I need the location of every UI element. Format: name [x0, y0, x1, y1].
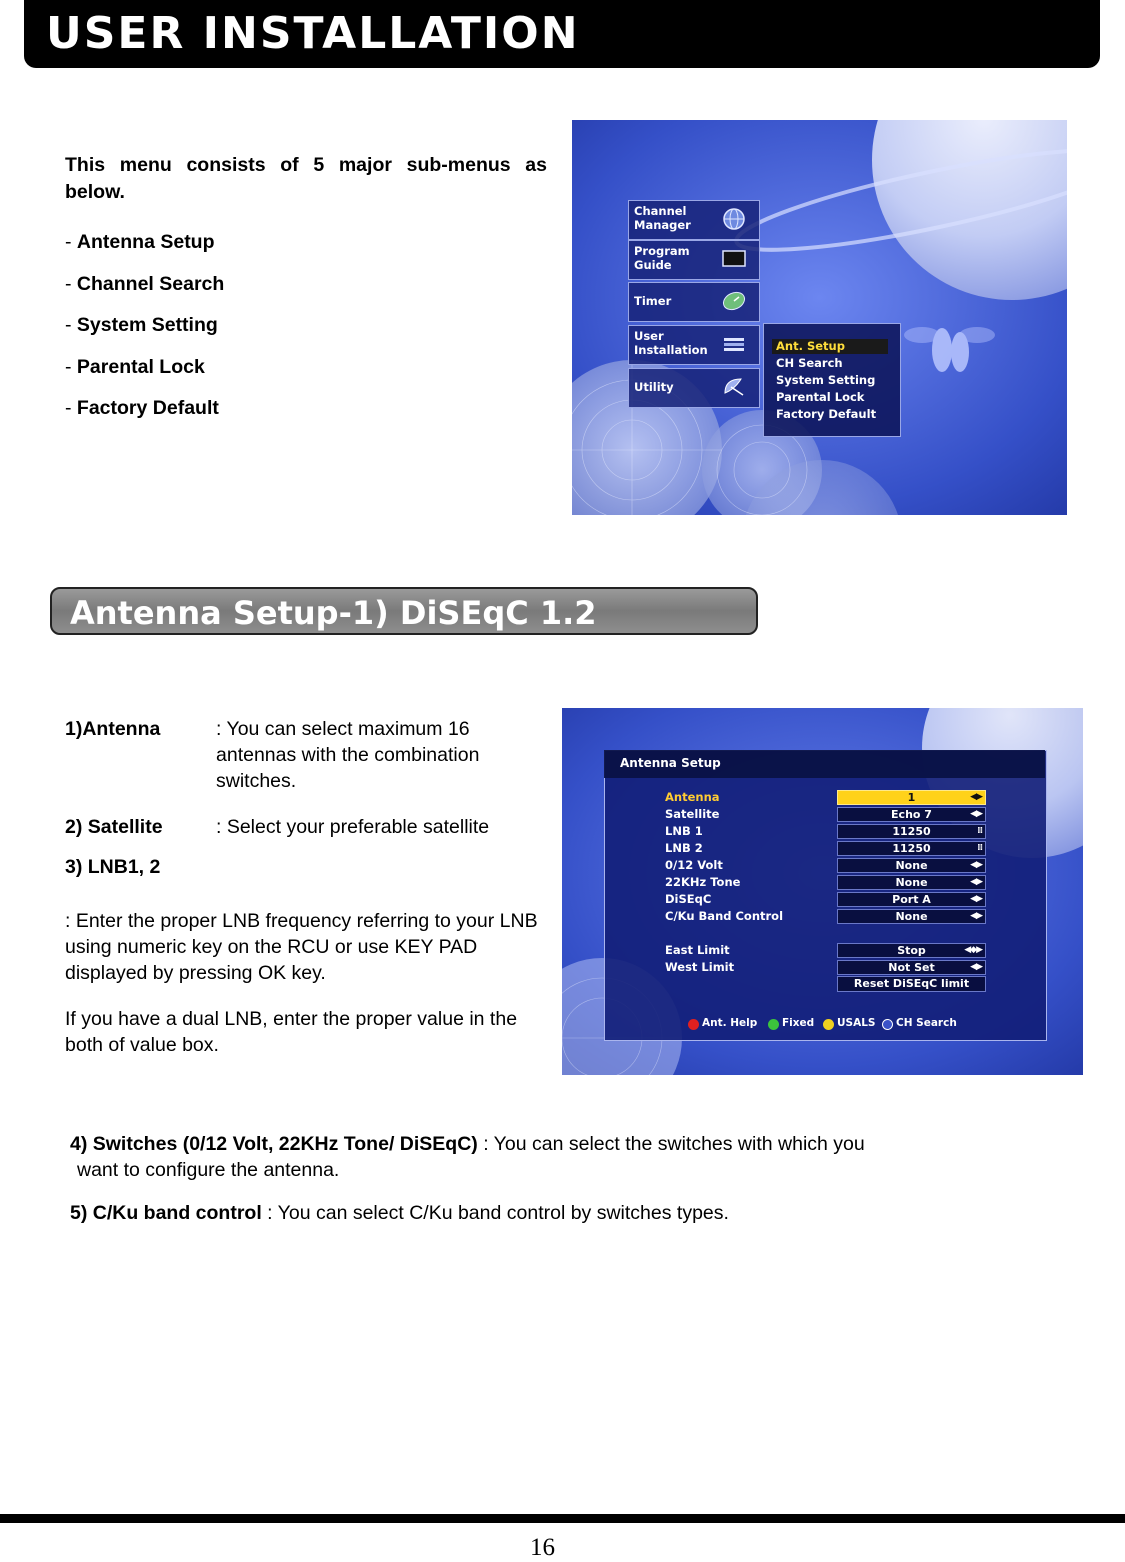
row-label-antenna: Antenna — [665, 790, 720, 804]
left-right-arrow-icon: ◀▶ — [970, 911, 982, 921]
menu-screenshot — [572, 120, 1067, 515]
dual-lnb-description: If you have a dual LNB, enter the proper value in the both of value box. — [65, 1008, 518, 1056]
menu-item-label: Program Guide — [634, 244, 690, 272]
band-field[interactable]: None ◀▶ — [837, 909, 986, 924]
left-right-arrow-icon: ◀▶ — [970, 962, 982, 972]
menu-item-user-installation[interactable] — [628, 325, 760, 365]
row-label-band: C/Ku Band Control — [665, 909, 784, 923]
yellow-button-icon — [823, 1019, 834, 1030]
left-right-arrow-icon: ◀▶ — [970, 792, 982, 802]
volt-field[interactable]: None ◀▶ — [837, 858, 986, 873]
row-label-satellite: Satellite — [665, 807, 720, 821]
footer-rule — [0, 1514, 1125, 1523]
keypad-icon: ⁞⁞ — [977, 826, 982, 836]
menu-item-label: Utility — [634, 380, 674, 394]
submenu-item-system-setting[interactable]: System Setting — [776, 373, 876, 387]
lnb-description: : Enter the proper LNB frequency referring to your LNB using numeric key on the RCU or use KEY PAD displayed by pressing OK key. — [65, 910, 538, 984]
row-label-diseqc: DiSEqC — [665, 892, 712, 906]
east-limit-field[interactable]: Stop ◀◆▶ — [837, 943, 986, 958]
page-title: USER INSTALLATION — [46, 8, 580, 59]
switches-label: 4) Switches (0/12 Volt, 22KHz Tone/ DiSEqC) — [70, 1133, 478, 1155]
band-label: 5) C/Ku band control — [70, 1202, 262, 1224]
antenna-field[interactable]: 1 ◀▶ — [837, 790, 986, 805]
antenna-label: 1)Antenna — [65, 718, 161, 740]
menu-item-utility[interactable] — [628, 368, 760, 408]
lnb2-field[interactable]: 11250 ⁞⁞ — [837, 841, 986, 856]
antenna-setup-screenshot — [562, 708, 1083, 1075]
user-installation-submenu — [763, 323, 901, 437]
green-button-icon — [768, 1019, 779, 1030]
switches-description-cont: want to configure the antenna. — [77, 1159, 340, 1181]
menu-item-label: Channel Manager — [634, 204, 691, 232]
row-label-lnb2: LNB 2 — [665, 841, 703, 855]
left-right-arrow-icon: ◀▶ — [970, 877, 982, 887]
intro-text: This menu consists of 5 major sub-menus as below. — [65, 154, 547, 203]
list-item: - Antenna Setup — [65, 231, 215, 253]
satellite-label: 2) Satellite — [65, 816, 163, 838]
row-label-west-limit: West Limit — [665, 960, 735, 974]
tv-icon — [721, 247, 747, 271]
blue-button-icon — [882, 1019, 893, 1030]
lnb-label: 3) LNB1, 2 — [65, 856, 161, 878]
submenu-item-ch-search[interactable]: CH Search — [776, 356, 843, 370]
legend-ant-help: Ant. Help — [702, 1017, 758, 1029]
submenu-item-factory-default[interactable]: Factory Default — [776, 407, 877, 421]
satellite-description: : Select your preferable satellite — [216, 816, 490, 838]
red-button-icon — [688, 1019, 699, 1030]
list-item: - System Setting — [65, 314, 218, 336]
list-item: - Channel Search — [65, 272, 225, 295]
west-limit-field[interactable]: Not Set ◀▶ — [837, 960, 986, 975]
row-label-tone: 22KHz Tone — [665, 875, 741, 889]
legend-fixed: Fixed — [782, 1017, 815, 1029]
page-number: 16 — [530, 1534, 555, 1561]
list-item: - Factory Default — [65, 397, 219, 419]
row-label-volt: 0/12 Volt — [665, 858, 723, 872]
row-label-east-limit: East Limit — [665, 943, 730, 957]
menu-item-timer[interactable] — [628, 282, 760, 322]
menu-item-program-guide[interactable] — [628, 240, 760, 280]
legend-usals: USALS — [837, 1017, 876, 1029]
section-title: Antenna Setup-1) DiSEqC 1.2 — [70, 594, 597, 632]
left-right-arrow-icon: ◀▶ — [970, 860, 982, 870]
satellite-field[interactable]: Echo 7 ◀▶ — [837, 807, 986, 822]
submenu-list — [65, 222, 224, 430]
legend-ch-search: CH Search — [896, 1017, 957, 1029]
submenu-item-parental-lock[interactable]: Parental Lock — [776, 390, 865, 404]
list-item: - Parental Lock — [65, 355, 205, 378]
submenu-item-ant-setup[interactable]: Ant. Setup — [772, 339, 888, 354]
tone-field[interactable]: None ◀▶ — [837, 875, 986, 890]
left-right-arrow-icon: ◀▶ — [970, 894, 982, 904]
left-right-arrow-icon: ◀▶ — [970, 809, 982, 819]
lnb1-field[interactable]: 11250 ⁞⁞ — [837, 824, 986, 839]
row-label-lnb1: LNB 1 — [665, 824, 703, 838]
panel-title: Antenna Setup — [620, 756, 721, 770]
menu-item-channel-manager[interactable] — [628, 200, 760, 240]
reset-diseqc-limit-button[interactable]: Reset DiSEqC limit — [837, 976, 986, 992]
menu-item-label: User Installation — [634, 329, 708, 357]
menu-item-label: Timer — [634, 294, 672, 308]
tools-icon — [721, 332, 747, 356]
diseqc-field[interactable]: Port A ◀▶ — [837, 892, 986, 907]
band-description: 5) C/Ku band control : You can select C/Ku band control by switches types. — [70, 1202, 729, 1224]
move-arrows-icon: ◀◆▶ — [964, 945, 982, 955]
switches-description: 4) Switches (0/12 Volt, 22KHz Tone/ DiSEqC) : You can select the switches with which you — [70, 1133, 865, 1155]
keypad-icon: ⁞⁞ — [977, 843, 982, 853]
globe-icon — [721, 207, 747, 231]
satellite-dish-icon — [721, 375, 747, 399]
clock-icon — [721, 289, 747, 313]
antenna-description: : You can select maximum 16 antennas with the combination switches. — [216, 718, 480, 792]
